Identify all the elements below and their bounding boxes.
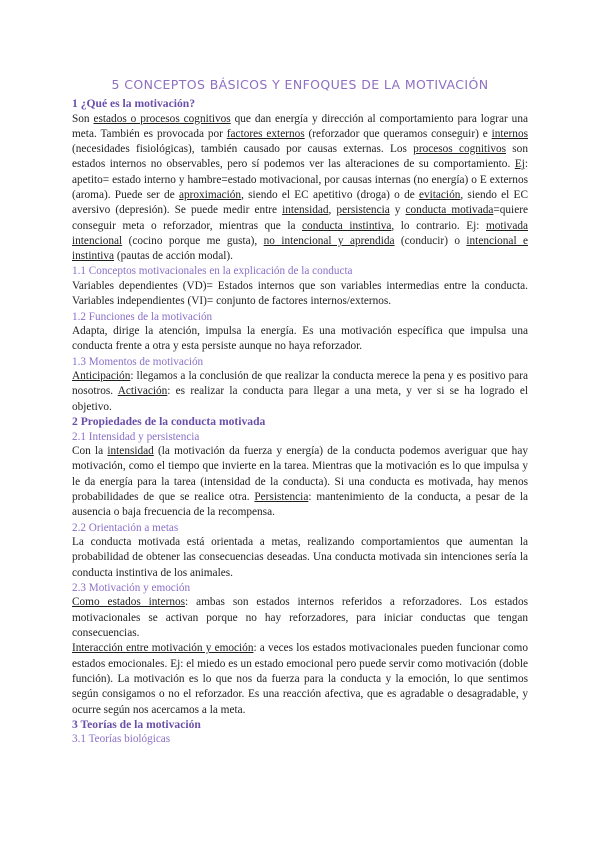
section-1-2-paragraph: Adapta, dirige la atención, impulsa la energía. Es una motivación específica que impulsa una conducta frente a otra y esta persiste aunque no haya reforzador.	[72, 325, 528, 353]
document-body	[72, 97, 528, 747]
section-1-1-paragraph: Variables dependientes (VD)= Estados internos que son variables intermedias entre la conducta. Variables independientes (VI)= conjunto de factores internos/externos.	[72, 279, 528, 308]
section-heading-3-1: 3.1 Teorías biológicas	[72, 733, 171, 746]
section-heading-2-1: 2.1 Intensidad y persistencia	[72, 430, 200, 443]
section-2-3-paragraph-1: Como estados internos: ambas son estados internos referidos a reforzadores. Los estados motivacionales se activan porque no hay reforzadores, para iniciar conductas que tengan consecuencias.	[72, 596, 528, 640]
section-1-paragraph: Son estados o procesos cognitivos que dan energía y dirección al comportamiento para lograr una meta. También es provocada por factores externos (reforzador que queramos conseguir) e internos (necesidades fisiológicas), también causado por causas externas. Los procesos cognitivos son estados internos no observables, pero sí podemos ver las alteraciones de su comportamiento. Ej: apetito= estado interno y hambre=estado motivacional, por causas internas (no energía) o E externos (aroma). Puede ser de aproximación, siendo el EC apetitivo (droga) o de evitación, siendo el EC aversivo (depresión). Se puede medir entre intensidad, persistencia y conducta motivada=quiere conseguir meta o reforzador, mientras que la conducta instintiva, lo contrario. Ej: motivada intencional (cocino porque me gusta), no intencional y aprendida (conducir) o intencional e instintiva (pautas de acción modal).	[72, 112, 529, 263]
chapter-title: 5 CONCEPTOS BÁSICOS Y ENFOQUES DE LA MOTIVACIÓN	[111, 77, 489, 92]
section-heading-1: 1 ¿Qué es la motivación?	[72, 97, 196, 110]
section-heading-2-3: 2.3 Motivación y emoción	[72, 581, 191, 594]
section-heading-2: 2 Propiedades de la conducta motivada	[72, 415, 266, 429]
section-heading-2-2: 2.2 Orientación a metas	[72, 521, 179, 534]
section-2-3-paragraph-2: Interacción entre motivación y emoción: a veces los estados motivacionales pueden funcionar como estados emocionales. Ej: el miedo es un estado emocional pero puede servir como motivación (doble función). La motivación es lo que nos da fuerza para la conducta y la emoción, lo que sentimos según consigamos o no el reforzador. Es una reacción afectiva, que es agradable o desagradable, y ocurre según nos acercamos a la meta.	[72, 642, 528, 716]
section-heading-1-1: 1.1 Conceptos motivacionales en la explicación de la conducta	[72, 265, 353, 278]
section-1-3-paragraph: Anticipación: llegamos a la conclusión de que realizar la conducta merece la pena y es positivo para nosotros. Activación: es realizar la conducta para llegar a una meta, y ver si se ha logrado el objetivo.	[72, 370, 529, 413]
section-heading-1-2: 1.2 Funciones de la motivación	[72, 310, 213, 323]
section-2-2-paragraph: La conducta motivada está orientada a metas, realizando comportamientos que aumentan la probabilidad de obtener las consecuencias deseadas. Una conducta motivada sin intenciones sería la conducta instintiva de los animales.	[72, 536, 528, 579]
section-2-1-paragraph: Con la intensidad (la motivación da fuerza y energía) de la conducta podemos averiguar que hay motivación, como el tiempo que invierte en la tarea. Mientras que la motivación es lo que impulsa y le da energía para la tarea (intensidad de la conducta). Si una conducta es motivada, hay menos probabilidades de que se realice otra. Persistencia: mantenimiento de la conducta, a pesar de la ausencia o baja frecuencia de la recompensa.	[72, 445, 528, 519]
section-heading-3: 3 Teorías de la motivación	[72, 717, 201, 731]
section-heading-1-3: 1.3 Momentos de motivación	[72, 355, 204, 368]
